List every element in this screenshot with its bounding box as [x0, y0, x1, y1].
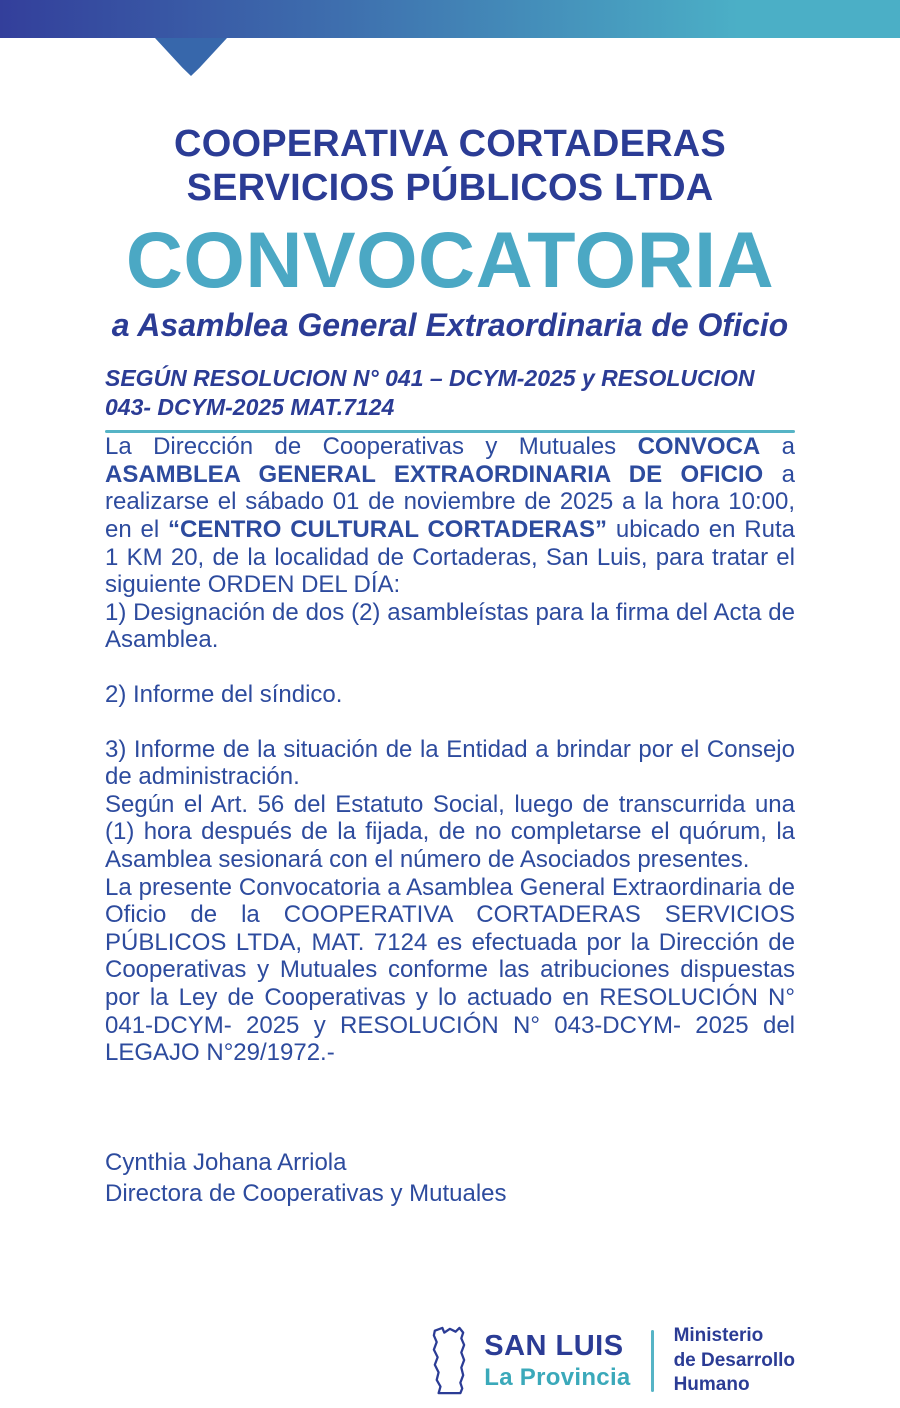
- agenda-item-3: 3) Informe de la situación de la Entidad a brindar por el Consejo de administración.: [105, 735, 795, 791]
- signer-name: Cynthia Johana Arriola: [105, 1148, 347, 1176]
- organization-title-line2: SERVICIOS PÚBLICOS LTDA: [186, 167, 714, 210]
- page-subtitle: a Asamblea General Extraordinaria de Oficio: [111, 307, 789, 344]
- page-title: CONVOCATORIA: [125, 215, 775, 305]
- body-text: [105, 433, 795, 1066]
- intro-paragraph: La Dirección de Cooperativas y Mutuales CONVOCA a ASAMBLEA GENERAL EXTRAORDINARIA DE OFICIO a realizarse el sábado 01 de noviembre de 2025 a la hora 10:00, en el “CENTRO CULTURAL CORTADERAS” ubicado en Ruta 1 KM 20, de la localidad de Cortaderas, San Luis, para tratar el siguiente ORDEN DEL DÍA:: [105, 433, 796, 599]
- ministry-line2: de Desarrollo: [673, 1349, 795, 1371]
- ministry-line3: Humano: [673, 1374, 750, 1396]
- agenda-item-2: 2) Informe del síndico.: [105, 681, 343, 709]
- organization-title: [105, 122, 795, 210]
- document-content: [105, 38, 795, 1209]
- signer-title: Directora de Cooperativas y Mutuales: [105, 1179, 507, 1207]
- quorum-paragraph: Según el Art. 56 del Estatuto Social, luego de transcurrida una (1) hora después de la fijada, de no completarse el quórum, la Asamblea sesionará con el número de Asociados presentes.: [105, 790, 795, 873]
- brand-name: SAN LUIS: [484, 1329, 624, 1362]
- signature-block: [105, 1147, 795, 1209]
- brand-tagline: La Provincia: [484, 1363, 631, 1391]
- footer-vertical-divider: [651, 1330, 654, 1392]
- ministry-name: [674, 1324, 795, 1398]
- ministry-line1: Ministerio: [673, 1324, 764, 1346]
- san-luis-brand: [484, 1329, 631, 1391]
- resolution-reference: SEGÚN RESOLUCION N° 041 – DCYM-2025 y RESOLUCION 043- DCYM-2025 MAT.7124: [105, 365, 755, 421]
- san-luis-province-outline-icon: [428, 1326, 470, 1396]
- header-gradient-bar: [0, 0, 900, 38]
- closing-paragraph: La presente Convocatoria a Asamblea General Extraordinaria de Oficio de la COOPERATIVA CORTADERAS SERVICIOS PÚBLICOS LTDA, MAT. 7124 es efectuada por la Dirección de Cooperativas y Mutuales conforme las atribuciones dispuestas por la Ley de Cooperativas y lo actuado en RESOLUCIÓN N° 041-DCYM- 2025 y RESOLUCIÓN N° 043-DCYM- 2025 del LEGAJO N°29/1972.-: [105, 873, 795, 1067]
- agenda-item-1: 1) Designación de dos (2) asambleístas para la firma del Acta de Asamblea.: [105, 598, 795, 654]
- footer-logo-row: [0, 1324, 900, 1408]
- organization-title-line1: COOPERATIVA CORTADERAS: [174, 123, 726, 165]
